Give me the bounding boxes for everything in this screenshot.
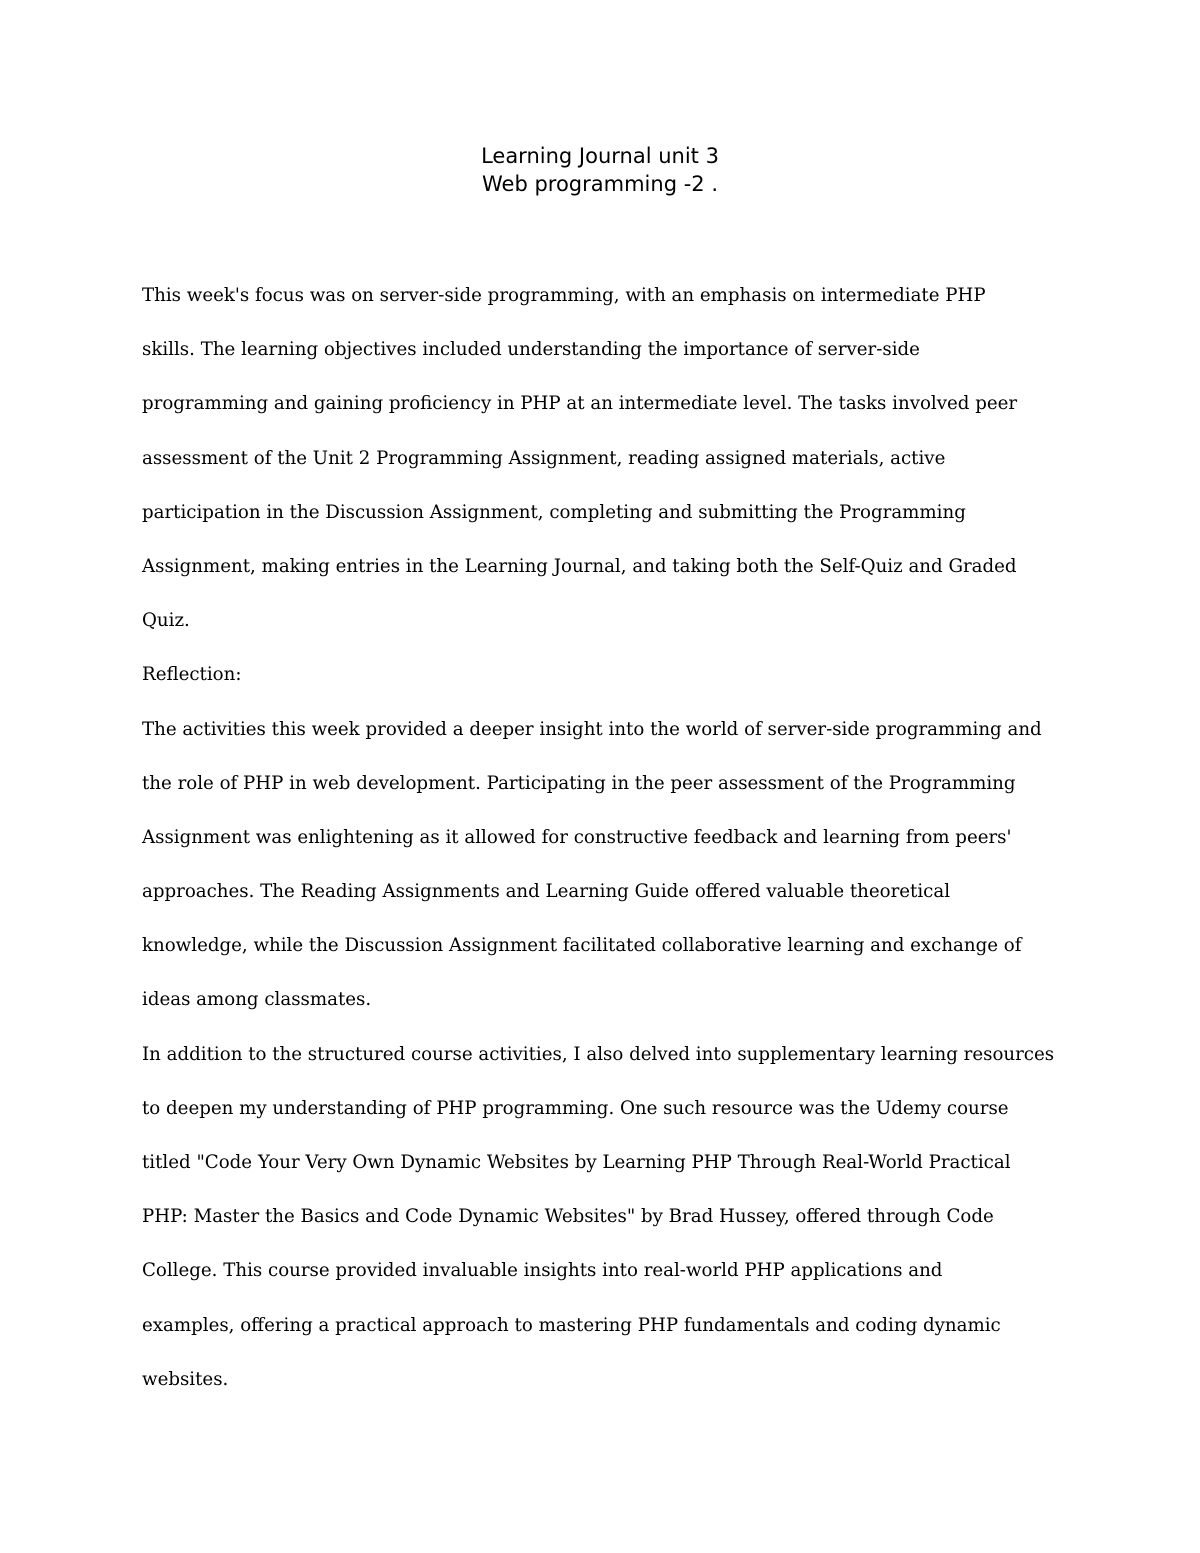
body-line: knowledge, while the Discussion Assignment facilitated collaborative learning and exchange of [142, 935, 1022, 957]
body-line: programming and gaining proficiency in PHP at an intermediate level. The tasks involved peer [142, 393, 1018, 415]
body-line: Assignment, making entries in the Learning Journal, and taking both the Self-Quiz and Graded [142, 555, 1017, 577]
body-line: to deepen my understanding of PHP programming. One such resource was the Udemy course [142, 1097, 1009, 1119]
body-line: approaches. The Reading Assignments and Learning Guide offered valuable theoretical [142, 881, 951, 903]
title-line-1: Learning Journal unit 3 [481, 144, 719, 168]
body-line: participation in the Discussion Assignment, completing and submitting the Programming [142, 501, 966, 523]
body-line: Quiz. [142, 610, 190, 632]
document-title [0, 142, 1200, 198]
document-body [142, 278, 1072, 1416]
reflection-heading: Reflection: [142, 664, 242, 686]
body-line: The activities this week provided a deeper insight into the world of server-side programming and [142, 718, 1042, 740]
body-line: In addition to the structured course activities, I also delved into supplementary learning resources [142, 1043, 1055, 1065]
body-line: College. This course provided invaluable insights into real-world PHP applications and [142, 1260, 943, 1282]
body-line: examples, offering a practical approach to mastering PHP fundamentals and coding dynamic [142, 1314, 1001, 1336]
body-line: titled "Code Your Very Own Dynamic Websites by Learning PHP Through Real-World Practical [142, 1152, 1011, 1173]
body-line: assessment of the Unit 2 Programming Assignment, reading assigned materials, active [142, 447, 946, 469]
body-line: PHP: Master the Basics and Code Dynamic Websites" by Brad Hussey, offered through Code [142, 1206, 994, 1228]
body-line: ideas among classmates. [142, 989, 372, 1011]
body-line: websites. [142, 1368, 229, 1390]
body-line: the role of PHP in web development. Participating in the peer assessment of the Programming [142, 772, 1016, 794]
body-line: skills. The learning objectives included understanding the importance of server-side [142, 339, 920, 361]
body-line: This week's focus was on server-side programming, with an emphasis on intermediate PHP [142, 285, 986, 306]
body-line: Assignment was enlightening as it allowed for constructive feedback and learning from peers' [142, 826, 1012, 848]
title-line-2: Web programming -2 . [482, 172, 718, 196]
